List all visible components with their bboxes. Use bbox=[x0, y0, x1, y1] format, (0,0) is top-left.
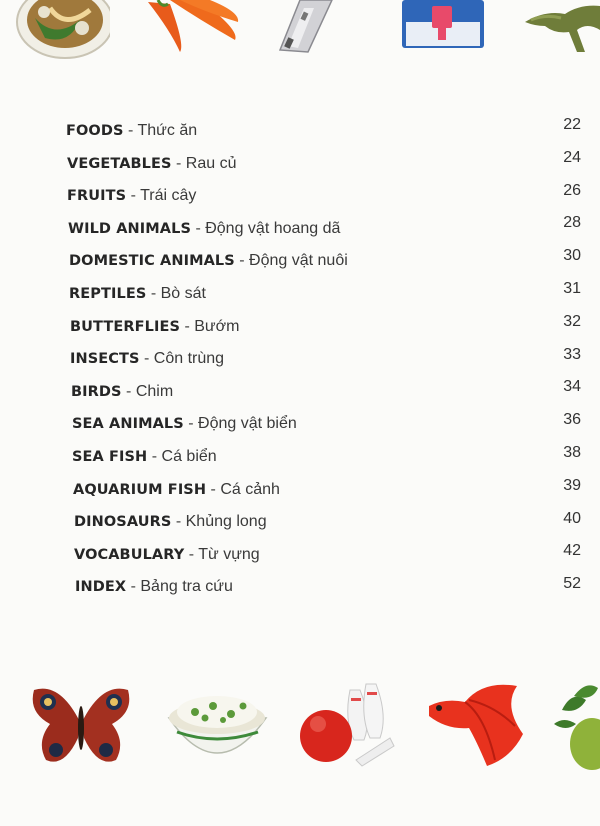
page-number: 22 bbox=[563, 116, 581, 133]
section-title-en: VOCABULARY bbox=[74, 546, 185, 563]
title-separator: - bbox=[126, 578, 141, 596]
toc-entry bbox=[66, 116, 581, 155]
title-separator: - bbox=[139, 350, 154, 368]
section-title-en: AQUARIUM FISH bbox=[73, 481, 207, 498]
title-separator: - bbox=[184, 545, 199, 563]
toc-entry bbox=[66, 476, 581, 514]
page-number: 52 bbox=[563, 575, 581, 593]
page-number: 40 bbox=[563, 509, 581, 527]
toc-entry bbox=[66, 509, 581, 546]
title-separator: - bbox=[180, 317, 195, 335]
section-title-en: BUTTERFLIES bbox=[70, 318, 180, 335]
toc-entry bbox=[66, 411, 581, 448]
title-separator: - bbox=[206, 480, 221, 498]
rice-bowl-icon bbox=[165, 688, 270, 766]
section-title-en: INDEX bbox=[75, 579, 127, 596]
toc-entry bbox=[66, 443, 581, 481]
table-of-contents bbox=[66, 116, 581, 611]
toc-entry-label bbox=[75, 578, 233, 596]
page-number: 34 bbox=[563, 378, 581, 396]
toc-entry bbox=[66, 148, 581, 188]
page-number: 36 bbox=[563, 411, 581, 429]
toc-entry bbox=[66, 214, 581, 253]
title-separator: - bbox=[171, 513, 186, 531]
section-title-vi: Thức ăn bbox=[137, 122, 198, 139]
toc-entry bbox=[66, 181, 581, 220]
page-number: 38 bbox=[563, 443, 581, 461]
section-title-en: FOODS bbox=[66, 123, 124, 139]
noodle-bowl-icon bbox=[10, 0, 110, 60]
section-title-en: FRUITS bbox=[67, 188, 127, 205]
carrots-icon bbox=[140, 0, 245, 58]
toc-entry-label bbox=[70, 350, 224, 368]
toc-entry bbox=[66, 542, 581, 579]
toc-entry-label bbox=[72, 448, 217, 466]
section-title-en: BIRDS bbox=[71, 383, 122, 400]
section-title-en: VEGETABLES bbox=[67, 155, 172, 172]
betta-fish-icon bbox=[425, 676, 525, 768]
section-title-vi: Rau củ bbox=[185, 154, 237, 172]
stapler-icon bbox=[270, 0, 340, 56]
section-title-vi: Từ vựng bbox=[198, 545, 260, 563]
toc-entry-label bbox=[67, 155, 236, 173]
page-number: 26 bbox=[563, 181, 581, 199]
section-title-vi: Động vật nuôi bbox=[249, 252, 348, 270]
page-number: 32 bbox=[563, 312, 581, 330]
section-title-vi: Bảng tra cứu bbox=[140, 578, 233, 596]
title-separator: - bbox=[146, 284, 161, 302]
toc-entry-label bbox=[74, 546, 260, 564]
section-title-vi: Cá biển bbox=[161, 447, 217, 465]
lunchbox-icon bbox=[398, 0, 488, 52]
section-title-en: REPTILES bbox=[69, 285, 147, 302]
section-title-vi: Động vật hoang dã bbox=[205, 219, 341, 237]
peacock-butterfly-icon bbox=[30, 682, 132, 770]
section-title-vi: Trái cây bbox=[140, 187, 197, 205]
section-title-vi: Côn trùng bbox=[153, 350, 225, 368]
title-separator: - bbox=[121, 382, 136, 400]
toc-entry bbox=[66, 575, 581, 611]
title-separator: - bbox=[191, 219, 206, 237]
title-separator: - bbox=[183, 415, 199, 433]
section-title-en: DINOSAURS bbox=[74, 514, 172, 531]
toc-entry bbox=[66, 345, 581, 383]
toc-entry-label bbox=[69, 252, 348, 270]
bowling-icon bbox=[298, 680, 398, 770]
toc-entry bbox=[66, 312, 581, 351]
title-separator: - bbox=[234, 252, 250, 270]
section-title-en: DOMESTIC ANIMALS bbox=[69, 253, 235, 270]
section-title-en: SEA FISH bbox=[72, 448, 148, 465]
section-title-vi: Bò sát bbox=[160, 284, 206, 302]
toc-entry-label bbox=[74, 513, 267, 531]
section-title-en: INSECTS bbox=[70, 351, 140, 368]
section-title-vi: Khủng long bbox=[185, 513, 267, 531]
toc-entry bbox=[66, 378, 581, 416]
section-title-en: SEA ANIMALS bbox=[72, 416, 184, 433]
page-number: 24 bbox=[563, 148, 581, 166]
toc-entry-label bbox=[67, 187, 196, 205]
page-number: 39 bbox=[563, 476, 581, 494]
toc-entry-label bbox=[70, 318, 239, 336]
page-number: 31 bbox=[563, 279, 581, 297]
section-title-en: WILD ANIMALS bbox=[68, 220, 191, 237]
toc-entry-label bbox=[72, 415, 297, 433]
title-separator: - bbox=[171, 154, 186, 172]
page-number: 28 bbox=[563, 214, 581, 232]
title-separator: - bbox=[147, 447, 162, 465]
page-number: 42 bbox=[563, 542, 581, 560]
plant-icon bbox=[552, 680, 600, 770]
toc-entry-label bbox=[66, 122, 197, 140]
section-title-vi: Cá cảnh bbox=[220, 480, 280, 498]
section-title-vi: Chim bbox=[135, 382, 174, 400]
page-number: 33 bbox=[563, 345, 581, 363]
toc-entry-label bbox=[68, 220, 340, 238]
dinosaur-icon bbox=[525, 0, 600, 55]
title-separator: - bbox=[123, 122, 138, 139]
section-title-vi: Bướm bbox=[194, 317, 240, 335]
toc-entry-label bbox=[71, 383, 173, 401]
page-number: 30 bbox=[563, 247, 581, 265]
toc-entry bbox=[66, 279, 581, 318]
section-title-vi: Động vật biển bbox=[198, 415, 297, 433]
toc-entry bbox=[66, 247, 581, 285]
toc-entry-label bbox=[69, 285, 206, 303]
toc-entry-label bbox=[73, 481, 280, 499]
title-separator: - bbox=[126, 187, 141, 205]
